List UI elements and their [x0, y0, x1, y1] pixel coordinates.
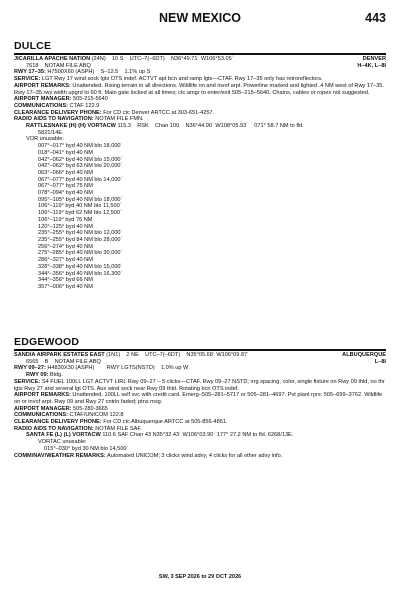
- divider: [14, 53, 386, 55]
- clearance-label: CLEARANCE DELIVERY PHONE:: [14, 419, 102, 426]
- vor-item: 042°–062° byd 40 NM blo 15,000´: [38, 156, 123, 163]
- vor-item: 106°–119° byd 62 NM blo 12,500´: [38, 210, 122, 217]
- service-line: [14, 379, 386, 392]
- vortac-text: 110.6 SAF Chan 43 N35°32.43´ W106°03.90´ 177° 27.2 NM to fld. 6268/13E.: [100, 432, 294, 439]
- remarks-text: Unattended. 100LL self svc with credit card. Emerg–505–281–5717 or 505–281–4697. Pvt plant rprs: 505–699–3762. Wildlife on or invof arpt. Rwy 09 and Rwy 27 cntrln faded; ptns msg.: [14, 392, 383, 405]
- chart-ref: H–4K, L–8I: [357, 62, 386, 69]
- airport-name-line: [14, 352, 386, 359]
- clearance-line: [14, 110, 386, 117]
- runway-end-label: RWY 09:: [26, 372, 49, 379]
- vor-item: 286°–327° byd 40 NM: [38, 257, 93, 264]
- vortac-label: RATTLESNAKE (H) (H) VORTACW: [26, 123, 116, 130]
- vortac-unusable-heading: VORTAC unusable:: [38, 439, 87, 446]
- weather-remarks-line: [14, 453, 386, 460]
- remarks-text: Unattended. Rising terrain in all directions. Wildlife on and invof arpt. Powerline marked and lighted .4 NM west of Rwy 17–35. Rwy 17–35 rwy width upgrd to 60 ft. Main gate locked at all times; ctc amgr to enter/exit 505–215–5640. Chains, cables or ropes not suggested.: [14, 82, 384, 96]
- runway-text: H7500X60 (ASPH) S–12.5 1.1% up S: [45, 69, 151, 76]
- page-number: 443: [365, 11, 386, 25]
- airport-name: SANDIA AIRPARK ESTATES EAST: [14, 352, 105, 358]
- remarks-label: AIRPORT REMARKS:: [14, 392, 71, 399]
- service-label: SERVICE:: [14, 76, 41, 83]
- airport-entry-dulce: [14, 56, 386, 291]
- runway-line: [14, 365, 386, 372]
- vor-item: 106°–119° byd 40 NM blo 11,500´: [38, 203, 122, 210]
- vor-item: 067°–077° byd 75 NM: [38, 183, 93, 190]
- service-label: SERVICE:: [14, 378, 41, 385]
- ident-text: 6565 B NOTAM FILE ABQ: [26, 358, 101, 365]
- city-heading-dulce: DULCE: [14, 40, 52, 52]
- vor-item: 357°–006° byd 40 NM: [38, 283, 93, 290]
- nav-line: [14, 116, 386, 123]
- airport-location: (24N) 10 S UTC–7(–6DT) N36°49.71´ W106°53.05´: [90, 56, 234, 62]
- remarks-label: AIRPORT REMARKS:: [14, 82, 71, 89]
- comm-line: [14, 103, 386, 110]
- comm-text: CTAF 122.9: [67, 102, 100, 109]
- vortac-line: [14, 432, 386, 439]
- vor-item: 063°–066° byd 40 NM: [38, 169, 93, 176]
- page-header: [0, 8, 400, 32]
- nav-label: RADIO AIDS TO NAVIGATION:: [14, 116, 94, 123]
- manager-line: [14, 96, 386, 103]
- vor-item: 344°–356° byd 40 NM blo 16,300´: [38, 270, 123, 277]
- comm-text: CTAF/UNICOM 122.8: [67, 412, 124, 419]
- service-text: S4 FUEL 100LL LGT ACTVT LIRL Rwy 09–27 – 5 clicks—CTAF. Rwy 09–27 NSTD; irrg spacing, color, single fixture on Rwy 09 thld, no thr lgts Rwy 27 and several lgt OTS. Aux wind sock near Rwy 09 thld. Rotating bcn OTS indef.: [14, 378, 385, 392]
- chart-ref: L–8I: [374, 358, 386, 365]
- nav-text: NOTAM FILE FMN.: [93, 116, 144, 123]
- comm-line: [14, 412, 386, 419]
- service-line: [14, 76, 386, 83]
- vor-item: 095°–105° byd 40 NM blo 18,000´: [38, 196, 123, 203]
- clearance-text: For CD ctc Albuquerque ARTCC at 505-856-4861.: [101, 419, 228, 426]
- vortac-line: [14, 123, 386, 130]
- ident-line: [14, 63, 386, 70]
- clearance-label: CLEARANCE DELIVERY PHONE:: [14, 109, 102, 116]
- vor-item: 042°–062° byd 63 NM blo 20,000´: [38, 163, 123, 170]
- manager-text: 505-215-5640: [71, 96, 108, 103]
- runway-end-text: Bldg.: [48, 372, 63, 379]
- vor-item: 275°–285° byd 40 NM blo 30,000´: [38, 250, 123, 257]
- clearance-line: [14, 419, 386, 426]
- airport-entry-edgewood: [14, 352, 386, 459]
- vortac-text: 115.3 RSK Chan 100 N36°44.90´ W108°05.93´ 071° 58.7 NM to fld.: [115, 123, 304, 130]
- manager-label: AIRPORT MANAGER:: [14, 405, 72, 412]
- comm-label: COMMUNICATIONS:: [14, 412, 68, 419]
- nav-text: NOTAM FILE SAF.: [93, 425, 142, 432]
- divider: [14, 349, 386, 351]
- vor-item: 344°–356° byd 66 NM: [38, 277, 93, 284]
- nav-line: [14, 426, 386, 433]
- vor-item: 007°–017° byd 40 NM blo 18,000´: [38, 143, 123, 150]
- vortac-label: SANTA FE (L) (L) VORTACW: [26, 432, 101, 439]
- vor-item: 018°–041° byd 40 NM: [38, 149, 93, 156]
- city-heading-edgewood: EDGEWOOD: [14, 336, 80, 348]
- vor-item: 235°–255° byd 40 NM blo 12,000´: [38, 230, 123, 237]
- vortac-line-2: 5821/14E.: [38, 129, 64, 136]
- vortac-unusable-item: 015°–030° byd 30 NM blo 14,500´: [44, 445, 129, 452]
- remarks-line: [14, 392, 386, 405]
- runway-line: [14, 69, 386, 76]
- airport-name: JICARILLA APACHE NATION: [14, 56, 91, 62]
- vor-item: 120°–125° byd 40 NM: [38, 223, 93, 230]
- clearance-text: For CD ctc Denver ARTCC at 303-651-4257.: [101, 109, 215, 116]
- comm-label: COMMUNICATIONS:: [14, 102, 68, 109]
- runway-end-line: [14, 372, 386, 379]
- runway-label: RWY 09–27:: [14, 365, 46, 372]
- manager-line: [14, 406, 386, 413]
- manager-label: AIRPORT MANAGER:: [14, 96, 72, 103]
- runway-label: RWY 17–35:: [14, 69, 46, 76]
- vor-item: 067°–077° byd 40 NM blo 14,000´: [38, 176, 123, 183]
- vor-item: 328°–338° byd 40 NM blo 15,000´: [38, 263, 123, 270]
- vor-item: 078°–094° byd 40 NM: [38, 190, 93, 197]
- airport-location: (1N1) 2 NE UTC–7(–6DT) N35°05.68´ W106°09.87´: [104, 352, 250, 358]
- weather-remarks-label: COMM/NAV/WEATHER REMARKS:: [14, 452, 106, 459]
- ident-line: [14, 359, 386, 366]
- state-title: NEW MEXICO: [159, 11, 241, 25]
- page-footer: SW, 3 SEP 2026 to 29 OCT 2026: [158, 574, 242, 580]
- airport-name-line: [14, 56, 386, 63]
- center-name: ALBUQUERQUE: [342, 352, 386, 358]
- vor-item: 106°–119° byd 76 NM: [38, 216, 93, 223]
- remarks-line: [14, 83, 386, 96]
- runway-text: H4830X30 (ASPH) RWY LGTS(NSTD) 1.0% up W: [45, 365, 189, 372]
- service-text: LGT Rwy 17 wind sock lgts OTS indef. ACTVT apt bcn and ramp lgts—CTAF. Rwy 17–35 only has retroreflectors.: [40, 76, 323, 83]
- weather-remarks-text: Automated UNICOM; 3 clicks wind advy, 4 clicks for all other advy info.: [105, 452, 283, 459]
- ident-text: 7618 NOTAM FILE ABQ: [26, 62, 91, 69]
- nav-label: RADIO AIDS TO NAVIGATION:: [14, 425, 94, 432]
- vor-unusable-heading: VOR unusable:: [26, 136, 64, 143]
- center-name: DENVER: [362, 56, 386, 62]
- vor-item: 235°–255° byd 84 NM blo 28,000´: [38, 236, 123, 243]
- manager-text: 505-280-3665: [71, 405, 108, 412]
- vor-item: 256°–274° byd 40 NM: [38, 243, 93, 250]
